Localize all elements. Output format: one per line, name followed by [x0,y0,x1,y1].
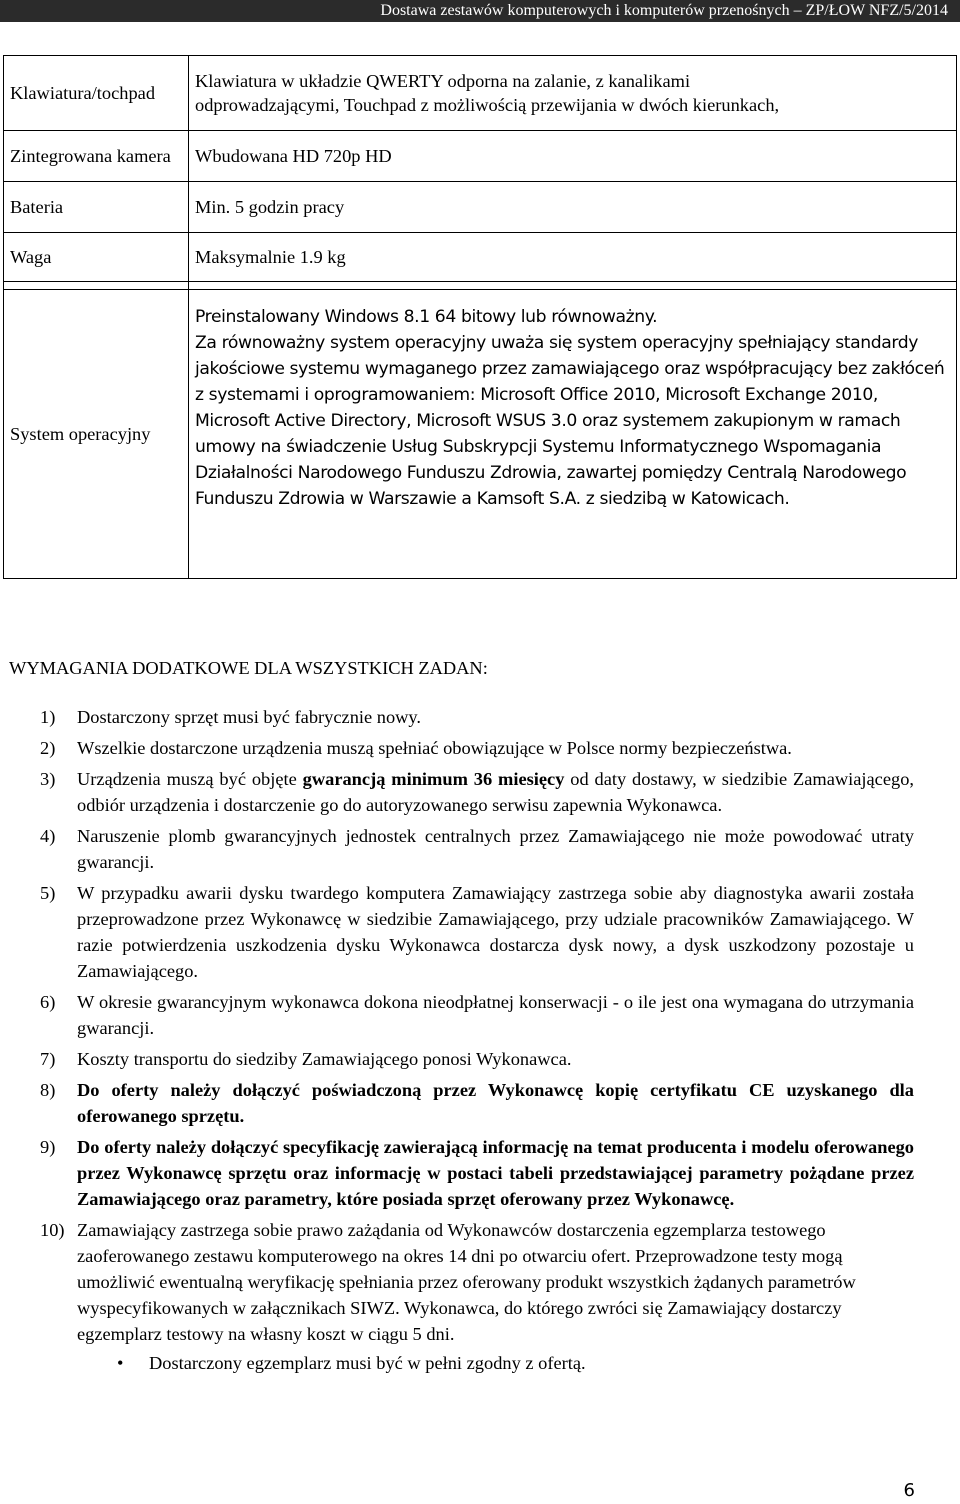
spec-table [3,55,957,579]
list-item [0,1134,960,1212]
row-label: System operacyjny [4,290,189,579]
item-text: Do oferty należy dołączyć specyfikację zawierającą informację na temat producenta i modelu oferowanego przez Wykonawcę sprzętu oraz informację w postaci tabeli przedstawiającej parametry pożądane przez Zamawiającego oraz parametry, które posiada sprzęt oferowany przez Wykonawcę. [77,1137,914,1209]
table-row [4,290,957,579]
list-item [0,1077,960,1129]
item-number: 10) [40,1220,65,1240]
row-label: Bateria [4,182,189,233]
item-text: W okresie gwarancyjnym wykonawca dokona nieodpłatnej konserwacji - o ile jest ona wymagana do utrzymania gwarancji. [77,992,914,1038]
row-value [189,290,957,579]
table-spacer-row [4,282,957,290]
page-number: 6 [903,1480,915,1501]
list-item [0,1217,960,1347]
item-text-post: od daty dostawy, w siedzibie Zamawiającego, odbiór urządzenia i dostarczenie go do autoryzowanego serwisu zapewnia Wykonawca. [77,769,914,815]
value-line: Maksymalnie 1.9 kg [195,247,346,267]
value-line: Wbudowana HD 720p HD [195,146,392,166]
row-label: Zintegrowana kamera [4,131,189,182]
item-number: 8) [40,1080,56,1100]
table-row [4,233,957,282]
list-item [0,1046,960,1072]
list-item [0,823,960,875]
document-header-title: Dostawa zestawów komputerowych i komputerów przenośnych – ZP/ŁOW NFZ/5/2014 [380,2,948,19]
spacer-cell [189,282,957,290]
os-equivalence-text: Za równoważny system operacyjny uważa się system operacyjny spełniający standardy jakościowe systemu wymaganego przez zamawiającego oraz współpracujący bez zakłóceń z systemami i oprogramowaniem: Microsoft Office 2010, Microsoft Exchange 2010, Microsoft Active Directory, Microsoft WSUS 3.0 oraz systemem zakupionym w ramach umowy na świadczenie Usług Subskrypcji Systemu Informatycznego Wspomagania Działalności Narodowego Funduszu Zdrowia, zawartej pomiędzy Centralą Narodowego Funduszu Zdrowia w Warszawie a Kamsoft S.A. z siedzibą w Katowicach. [195,333,945,509]
value-line: Min. 5 godzin pracy [195,197,345,217]
item-text: Do oferty należy dołączyć poświadczoną przez Wykonawcę kopię certyfikatu CE uzyskanego dla oferowanego sprzętu. [77,1080,914,1126]
spacer-cell [4,282,189,290]
list-item [0,735,960,761]
item-number: 9) [40,1137,56,1157]
list-item [0,989,960,1041]
row-value [189,56,957,131]
item-number: 5) [40,883,56,903]
requirements-list [0,704,960,1376]
document-header [0,0,960,22]
item-text: Zamawiający zastrzega sobie prawo zażądania od Wykonawców dostarczenia egzemplarza testowego zaoferowanego zestawu komputerowego na okres 14 dni po otwarciu ofert. Przeprowadzone testy mogą umożliwić ewentualną weryfikację spełniania przez oferowany produkt wszystkich żądanych parametrów wyspecyfikowanych w załącznikach SIWZ. Wykonawca, do którego zwróci się Zamawiający dostarczy egzemplarz testowy na własny koszt w ciągu 5 dni. [77,1220,856,1344]
item-text: Wszelkie dostarczone urządzenia muszą spełniać obowiązujące w Polsce normy bezpieczeństwa. [77,738,792,758]
row-value [189,233,957,282]
item-text: W przypadku awarii dysku twardego komputera Zamawiający zastrzega sobie aby diagnostyka awarii została przeprowadzone przez Wykonawcę w siedzibie Zamawiającego, przy udziale pracowników Zamawiającego. W razie potwierdzenia uszkodzenia dysku Wykonawca dostarcza dysk nowy, a dysk uszkodzony pozostaje u Zamawiającego. [77,883,914,981]
row-label: Waga [4,233,189,282]
section-title: WYMAGANIA DODATKOWE DLA WSZYSTKICH ZADAN: [9,658,488,678]
table-row [4,131,957,182]
item-text: Koszty transportu do siedziby Zamawiającego ponosi Wykonawca. [77,1049,572,1069]
item-number: 6) [40,992,56,1012]
value-line: Klawiatura w układzie QWERTY odporna na zalanie, z kanalikami [195,71,691,91]
bullet-item [0,1350,960,1376]
item-text: Dostarczony sprzęt musi być fabrycznie nowy. [77,707,422,727]
list-item [0,880,960,984]
item-number: 3) [40,769,56,789]
row-value [189,182,957,233]
item-number: 4) [40,826,56,846]
list-item [0,766,960,818]
item-text: Naruszenie plomb gwarancyjnych jednostek centralnych przez Zamawiającego nie może powodować utraty gwarancji. [77,826,914,872]
bullet-text: Dostarczony egzemplarz musi być w pełni zgodny z ofertą. [149,1353,586,1373]
table-row [4,56,957,131]
item-number: 2) [40,738,56,758]
item-text-bold: gwarancją minimum 36 miesięcy [302,769,565,789]
item-text-pre: Urządzenia muszą być objęte [77,769,303,789]
row-value [189,131,957,182]
row-label: Klawiatura/tochpad [4,56,189,131]
os-preinstalled-text: Preinstalowany Windows 8.1 64 bitowy lub równoważny. [195,307,658,327]
table-row [4,182,957,233]
value-line: odprowadzającymi, Touchpad z możliwością przewijania w dwóch kierunkach, [195,95,780,115]
item-number: 1) [40,707,56,727]
bullet-icon: • [117,1353,124,1373]
list-item [0,704,960,730]
item-number: 7) [40,1049,56,1069]
